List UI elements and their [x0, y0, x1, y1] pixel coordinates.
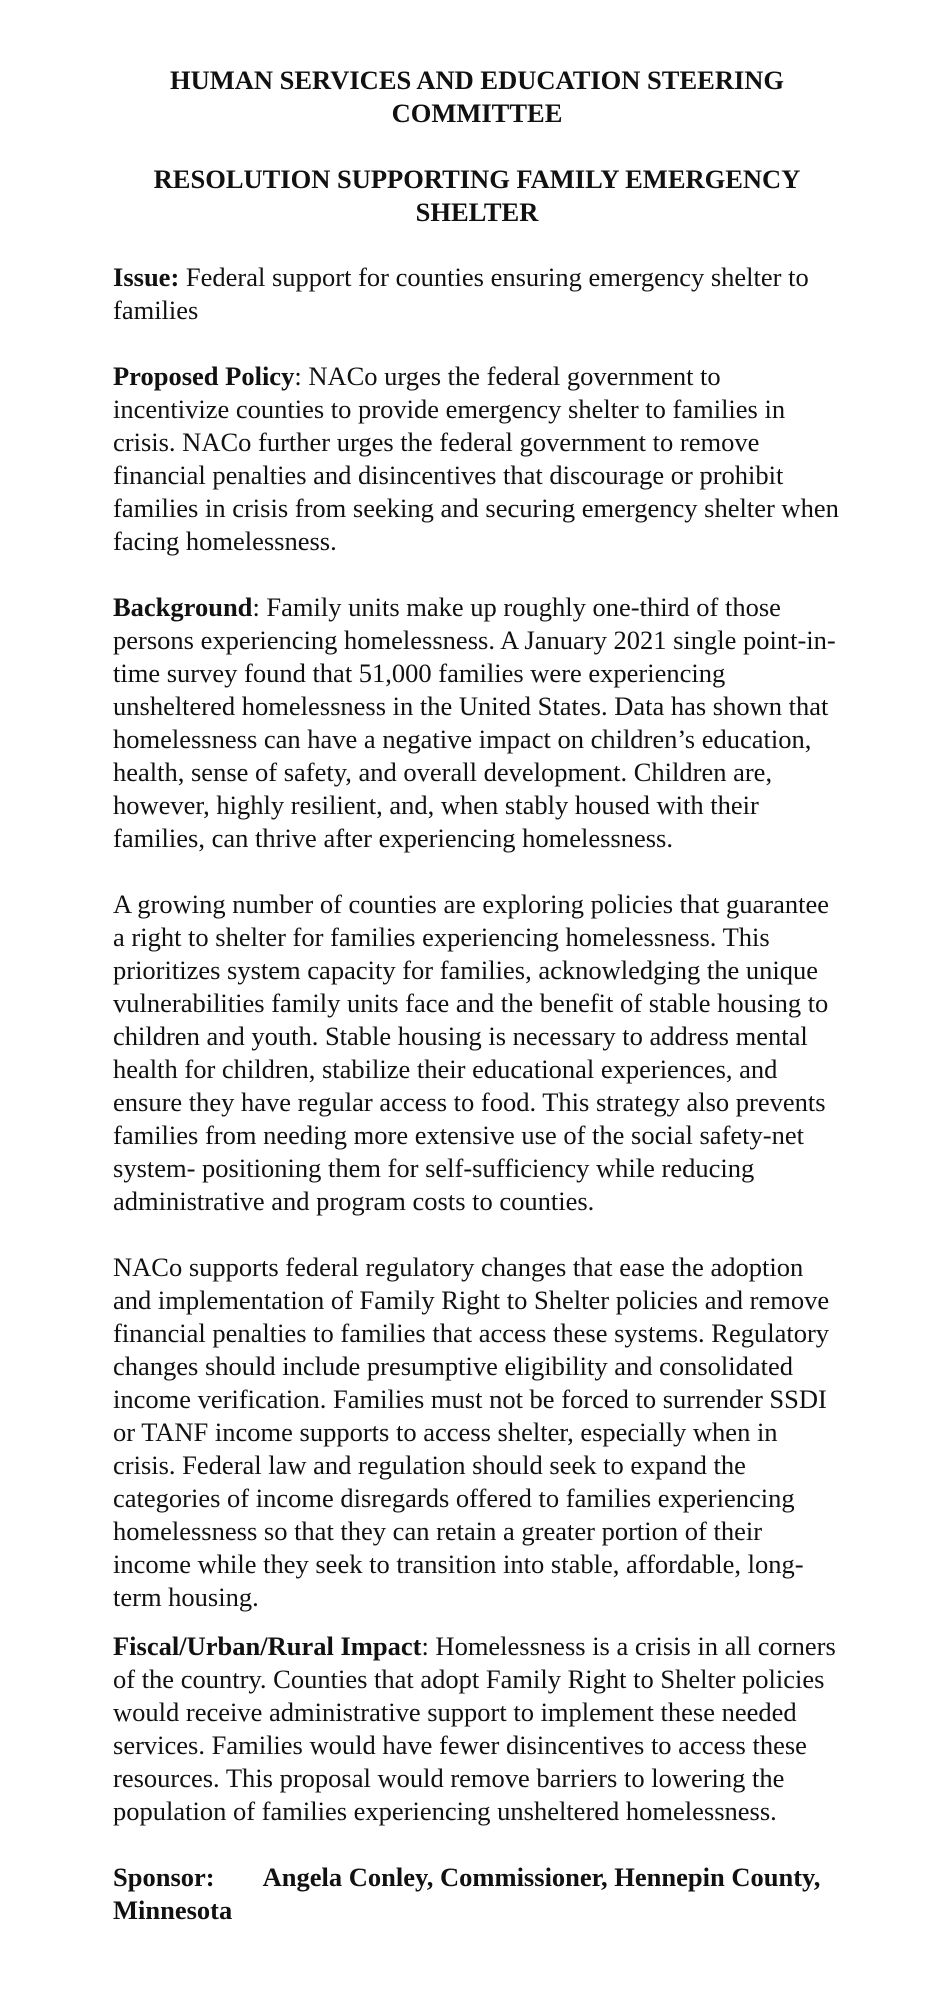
issue-text: Federal support for counties ensuring emergency shelter to families: [113, 262, 809, 325]
naco-supports-paragraph: NACo supports federal regulatory changes that ease the adoption and implementation of Family Right to Shelter policies and remove financial penalties to families that access these systems. Regulatory changes should include presumptive eligibility and consolidated income verification. Families must not be forced to surrender SSDI or TANF income supports to access shelter, especially when in crisis. Federal law and regulation should seek to expand the categories of income disregards offered to families experiencing homelessness so that they can retain a greater portion of their income while they seek to transition into stable, affordable, long-term housing.: [113, 1252, 830, 1612]
issue-label: Issue:: [113, 262, 180, 292]
sponsor-name: Angela Conley, Commissioner, Hennepin County, Minnesota: [113, 1862, 821, 1925]
proposed-policy-section: [113, 360, 841, 558]
background-section: [113, 591, 841, 855]
background-text: : Family units make up roughly one-third of those persons experiencing homelessness. A January 2021 single point-in-time survey found that 51,000 families were experiencing unsheltered homelessness in the United States. Data has shown that homelessness can have a negative impact on children’s education, health, sense of safety, and overall development. Children are, however, highly resilient, and, when stably housed with their families, can thrive after experiencing homelessness.: [113, 592, 836, 853]
background-label: Background: [113, 592, 253, 622]
sponsor-label: Sponsor:: [113, 1862, 215, 1892]
proposed-policy-label: Proposed Policy: [113, 361, 295, 391]
fiscal-impact-text: : Homelessness is a crisis in all corners of the country. Counties that adopt Family Right to Shelter policies would receive administrative support to implement these needed services. Families would have fewer disincentives to access these resources. This proposal would remove barriers to lowering the population of families experiencing unsheltered homelessness.: [113, 1631, 836, 1826]
document-page: [113, 64, 841, 1927]
sponsor-section: [113, 1861, 841, 1927]
proposed-policy-text: : NACo urges the federal government to incentivize counties to provide emergency shelter to families in crisis. NACo further urges the federal government to remove financial penalties and disincentives that discourage or prohibit families in crisis from seeking and securing emergency shelter when facing homelessness.: [113, 361, 839, 556]
fiscal-impact-label: Fiscal/Urban/Rural Impact: [113, 1631, 422, 1661]
committee-title: HUMAN SERVICES AND EDUCATION STEERING COMMITTEE: [169, 65, 785, 128]
issue-section: [113, 261, 841, 327]
resolution-title: RESOLUTION SUPPORTING FAMILY EMERGENCY SHELTER: [153, 164, 801, 227]
fiscal-impact-section: [113, 1630, 841, 1828]
growing-counties-paragraph: A growing number of counties are exploring policies that guarantee a right to shelter for families experiencing homelessness. This prioritizes system capacity for families, acknowledging the unique vulnerabilities family units face and the benefit of stable housing to children and youth. Stable housing is necessary to address mental health for children, stabilize their educational experiences, and ensure they have regular access to food. This strategy also prevents families from needing more extensive use of the social safety-net system- positioning them for self-sufficiency while reducing administrative and program costs to counties.: [113, 889, 830, 1216]
